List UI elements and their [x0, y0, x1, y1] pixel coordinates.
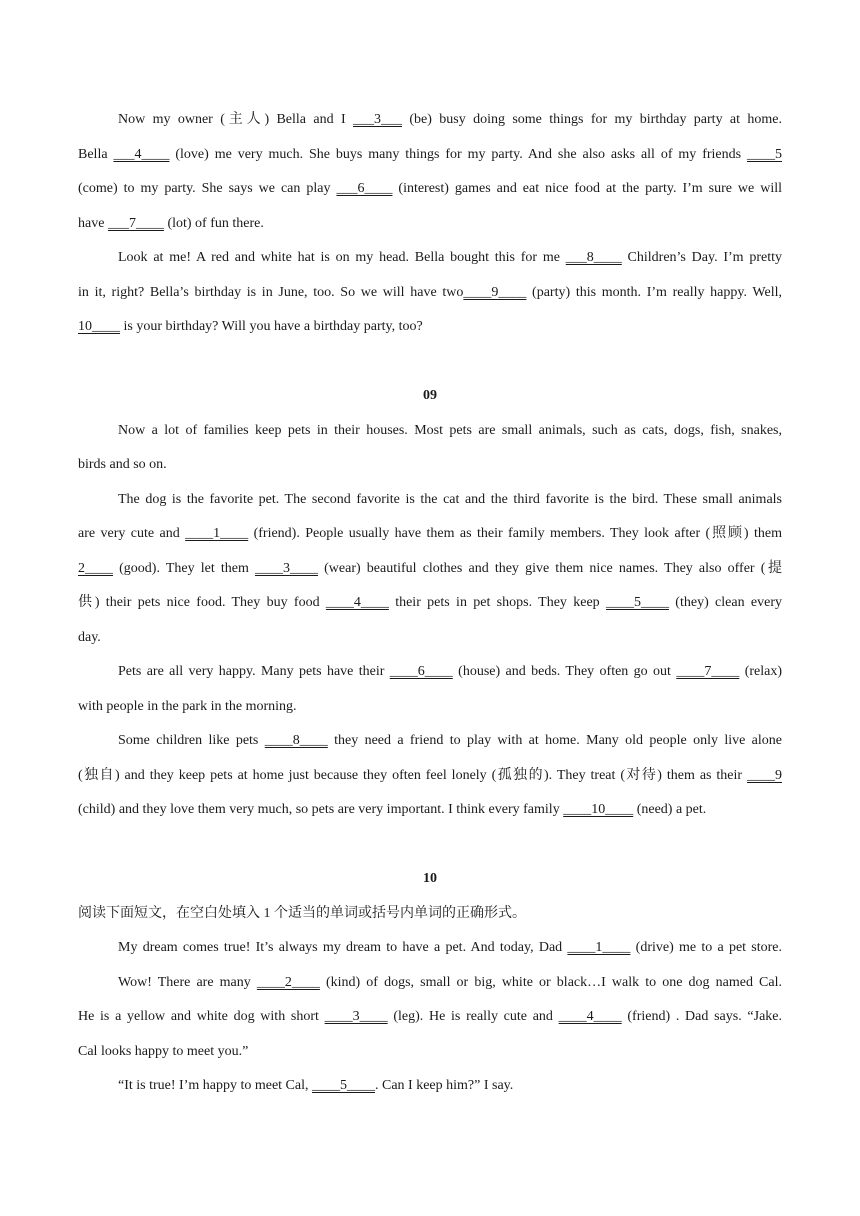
text-line	[78, 1035, 782, 1070]
text-line	[78, 207, 782, 242]
text-segment: day.	[78, 629, 101, 645]
answer-blank: ____5____	[312, 1078, 375, 1093]
text-segment: have	[78, 215, 108, 231]
answer-blank: ____5____	[605, 595, 669, 610]
text-line	[78, 724, 782, 759]
text-segment: they need a friend to play with at home. Many old people only live alone	[327, 733, 782, 748]
text-line	[78, 414, 782, 449]
text-segment: (独自) and they keep pets at home just because they often feel lonely (孤独的). They treat (对待) them as their	[78, 767, 747, 783]
text-segment: is your birthday? Will you have a birthday party, too?	[120, 319, 423, 334]
text-line	[78, 1000, 782, 1035]
passage-08-continuation	[78, 103, 782, 345]
text-segment: (they) clean every	[668, 595, 782, 610]
text-segment: The dog is the favorite pet. The second favorite is the cat and the third favorite is the bird. These small animals	[118, 491, 782, 507]
text-line	[78, 448, 782, 483]
text-segment: their pets in pet shops. They keep	[388, 595, 606, 610]
answer-blank: ___3___	[353, 112, 402, 127]
text-segment: Wow! There are many	[118, 974, 257, 990]
text-segment: (child) and they love them very much, so pets are very important. I think every family	[78, 802, 564, 817]
text-line	[78, 310, 782, 345]
answer-blank: ____4____	[325, 595, 389, 610]
answer-blank: ___4____	[113, 146, 170, 162]
text-segment: (need) a pet.	[633, 802, 707, 817]
text-line	[78, 621, 782, 656]
text-line	[78, 276, 782, 311]
text-segment: (friend). People usually have them as their family members. They look after (照顾) them	[248, 526, 783, 541]
passage-09	[78, 414, 782, 828]
text-line	[78, 586, 782, 621]
answer-blank: ____9____	[463, 284, 527, 300]
text-segment: Look at me! A red and white hat is on my head. Bella bought this for me	[118, 250, 566, 265]
text-segment: He is a yellow and white dog with short	[78, 1009, 325, 1024]
text-segment: (leg). He is really cute and	[387, 1009, 559, 1024]
text-segment: “It is true! I’m happy to meet Cal,	[118, 1078, 312, 1093]
text-segment: birds and so on.	[78, 457, 167, 472]
text-line	[78, 966, 782, 1001]
text-line	[78, 172, 782, 207]
text-segment: (be) busy doing some things for my birthday party at home.	[402, 112, 783, 127]
section-heading-10: 10	[423, 871, 437, 886]
text-segment: My dream comes true! It’s always my dream to have a pet. And today, Dad	[118, 940, 568, 955]
text-segment: (lot) of fun there.	[163, 215, 264, 231]
text-line	[78, 759, 782, 794]
section-gap	[78, 345, 782, 380]
text-segment: (relax)	[739, 664, 782, 679]
text-line	[78, 1069, 782, 1104]
answer-blank: ____8____	[264, 733, 328, 748]
text-line	[78, 793, 782, 828]
text-segment: (good). They let them	[113, 560, 255, 576]
text-segment: 供) their pets nice food. They buy food	[78, 595, 326, 610]
text-line	[78, 931, 782, 966]
text-segment: (wear) beautiful clothes and they give them nice names. They also offer (提	[318, 560, 782, 576]
answer-blank: ____10____	[563, 802, 634, 817]
text-segment: Some children like pets	[118, 733, 265, 748]
answer-blank: ____4____	[558, 1009, 622, 1024]
answer-blank: ___6____	[336, 181, 393, 196]
answer-blank: ____7____	[676, 664, 740, 679]
text-segment: Pets are all very happy. Many pets have their	[118, 664, 390, 679]
answer-blank: ____1____	[567, 940, 631, 955]
text-segment: (friend) . Dad says. “Jake.	[621, 1009, 783, 1024]
answer-blank: 2____	[78, 560, 113, 576]
answer-blank: 10____	[78, 319, 120, 334]
answer-blank: ___7____	[107, 215, 164, 231]
text-line	[78, 552, 782, 587]
passage-10	[78, 931, 782, 1104]
text-segment: Now a lot of families keep pets in their houses. Most pets are small animals, such as cats, dogs, fish, snakes,	[118, 422, 782, 438]
text-segment: with people in the park in the morning.	[78, 698, 297, 714]
section-heading-09: 09	[423, 388, 437, 403]
answer-blank: ____2____	[256, 974, 320, 990]
text-line	[78, 655, 782, 690]
text-line	[78, 690, 782, 725]
text-segment: Bella	[78, 146, 114, 162]
text-line	[78, 517, 782, 552]
text-segment: (love) me very much. She buys many things for my party. And she also asks all of my friends	[169, 146, 747, 162]
text-segment: are very cute and	[78, 526, 186, 541]
text-segment: . Can I keep him?” I say.	[375, 1078, 514, 1093]
text-segment: (come) to my party. She says we can play	[78, 181, 337, 196]
text-line	[78, 103, 782, 138]
text-segment: (interest) games and eat nice food at the party. I’m sure we will	[392, 181, 782, 196]
answer-blank: ____3____	[324, 1009, 388, 1024]
answer-blank: ____5	[747, 146, 782, 162]
text-segment: Children’s Day. I’m pretty	[621, 250, 782, 265]
text-segment: Now my owner (主人) Bella and I	[118, 112, 353, 127]
text-segment: (house) and beds. They often go out	[452, 664, 677, 679]
answer-blank: ____1____	[185, 526, 249, 541]
answer-blank: ____3____	[255, 560, 318, 576]
section-gap	[78, 828, 782, 863]
text-segment: (kind) of dogs, small or big, white or black…I walk to one dog named Cal.	[319, 974, 782, 990]
instruction-text: 阅读下面短文，在空白处填入 1 个适当的单词或括号内单词的正确形式。	[78, 905, 526, 921]
answer-blank: ____6____	[389, 664, 453, 679]
text-segment: (party) this month. I’m really happy. Well,	[526, 284, 782, 300]
text-line	[78, 483, 782, 518]
text-segment: (drive) me to a pet store.	[630, 940, 783, 955]
answer-blank: ___8____	[565, 250, 622, 265]
text-line	[78, 241, 782, 276]
answer-blank: ____9	[747, 767, 782, 783]
text-line	[78, 138, 782, 173]
text-segment: Cal looks happy to meet you.”	[78, 1043, 249, 1059]
text-segment: in it, right? Bella’s birthday is in June, too. So we will have two	[78, 284, 464, 300]
